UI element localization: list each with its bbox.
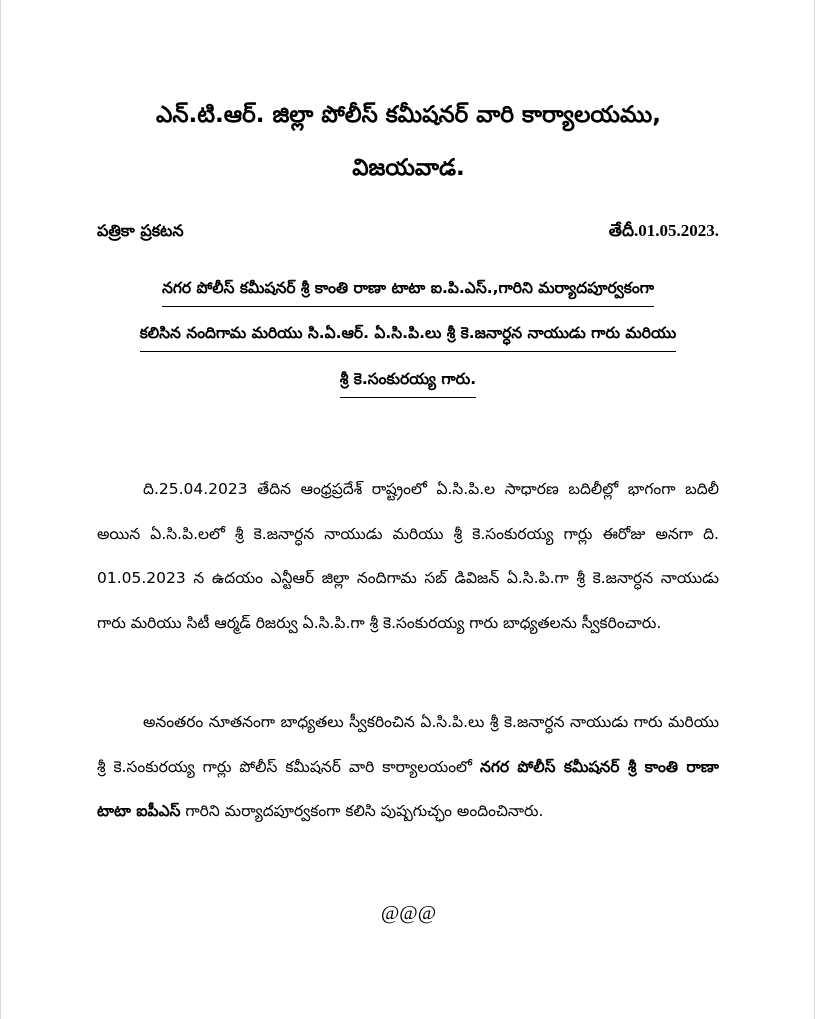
office-title: ఎన్.టి.ఆర్. జిల్లా పోలీస్ కమీషనర్ వారి కార్యాలయము,	[155, 102, 662, 128]
body-paragraph-1: ది.25.04.2023 తేదిన ఆంధ్రప్రదేశ్ రాష్ట్రంలో ఏ.సి.పి.ల సాధారణ బదిలీల్లో భాగంగా బదిలీ అయిన ఏ.సి.పి.లలో శ్రీ కె.జనార్ధన నాయుడు మరియు శ్రీ కె.సంకురయ్య గార్లు ఈరోజు అనగా ది. 01.05.2023 న ఉదయం ఎన్టీఆర్ జిల్లా నందిగామ సబ్ డివిజన్ ఏ.సి.పి.గా శ్రీ కె.జనార్ధన నాయుడు గారు మరియు సిటీ ఆర్మడ్ రిజర్వు ఏ.సి.పి.గా శ్రీ కె.సంకురయ్య గారు బాధ్యతలను స్వీకరించారు.	[97, 480, 719, 632]
headline-text-1: నగర పోలీస్ కమీషనర్ శ్రీ కాంతి రాణా టాటా ఐ.పి.ఎస్.,గారిని మర్యాదపూర్వకంగా	[162, 273, 654, 307]
paragraph-2-bold: నగర పోలీస్ కమీషనర్ శ్రీ కాంతి రాణా టాటా ఐపీఎస్	[97, 757, 719, 820]
press-release-label: పత్రికా ప్రకటన	[97, 221, 184, 240]
headline-text-3: శ్రీ కె.సంకురయ్య గారు.	[340, 364, 476, 398]
closing-mark: @@@	[380, 902, 437, 924]
headline-line-1	[97, 273, 719, 307]
release-date: తేదీ.01.05.2023.	[608, 221, 719, 240]
headline-line-3	[97, 364, 719, 398]
meta-row	[97, 217, 719, 245]
paragraph-2-text-b: గారిని మర్యాదపూర్వకంగా కలిసి పుష్పగుచ్ఛం అందించినారు.	[180, 802, 544, 820]
body-paragraph-2	[97, 700, 719, 834]
headline-text-2: కలిసిన నందిగామ మరియు సి.ఏ.ఆర్. ఏ.సి.పి.లు శ్రీ కె.జనార్ధన నాయుడు గారు మరియు	[140, 318, 677, 352]
headline-line-2	[97, 318, 719, 352]
paragraph-2-text-a: అనంతరం నూతనంగా బాధ్యతలు స్వీకరించిన ఏ.సి.పి.లు శ్రీ కె.జనార్ధన నాయుడు గారు మరియు శ్రీ కె.సంకురయ్య గార్లు పోలీస్ కమీషనర్ వారి కార్యాలయంలో	[97, 713, 719, 776]
office-city: విజయవాడ.	[352, 155, 465, 181]
